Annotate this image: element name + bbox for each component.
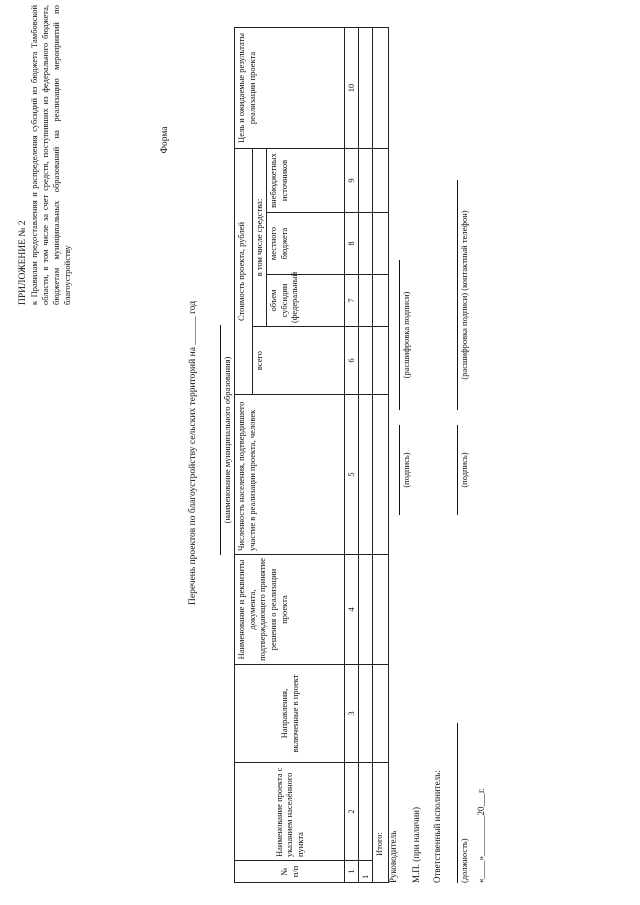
col-num-4: 4 [345,555,359,665]
header-including: в том числе средства: [253,148,267,326]
col-num-8: 8 [345,213,359,275]
col-num-2: 2 [345,763,359,861]
row-cell [359,213,373,275]
seal-label: М.П. (при наличии) [411,807,421,883]
date-line: «____»_________20___г. [476,788,486,883]
col-num-5: 5 [345,395,359,555]
executor-decryption-line [457,180,458,410]
row-cell [359,395,373,555]
col-num-6: 6 [345,327,359,395]
position-line [457,723,458,883]
col-num-1: 1 [345,861,359,883]
header-total: всего [253,327,345,395]
executor-signature-caption: (подпись) [459,452,469,488]
header-name: Наименование проекта с указанием населённого пункта [235,763,345,861]
row-cell [359,555,373,665]
head-signature-caption: (подпись) [401,452,411,488]
executor-decryption-caption: (расшифровка подписи) (контактный телефон) [459,210,469,380]
list-title: Перечень проектов по благоустройству сельских территорий на ______ год [188,300,198,605]
head-signature-line [399,425,400,515]
total-row [373,27,389,882]
total-label: Итого: [373,763,389,883]
municipality-caption: (наименование муниципального образования) [222,356,232,524]
executor-signature-line [457,425,458,515]
row-cell [373,665,389,763]
col-num-9: 9 [345,148,359,212]
col-num-7: 7 [345,275,359,327]
head-decryption-line [399,260,400,410]
header-cost: Стоимость проекта, рублей [235,148,253,394]
projects-table [234,27,389,883]
head-decryption-caption: (расшифровка подписи) [401,291,411,379]
col-num-10: 10 [345,27,359,148]
row-cell [373,555,389,665]
row-cell [373,275,389,327]
appendix-block [18,5,73,305]
row-cell [373,395,389,555]
row-cell [359,665,373,763]
row-num: 1 [359,861,373,883]
executor-label: Ответственный исполнитель: [432,770,442,883]
column-numbers-row [345,27,359,882]
row-cell [359,27,373,148]
table-row [359,27,373,882]
appendix-text: к Правилам предоставления и распределения субсидий из бюджета Тамбовской области, в том числе за счет средств, поступивших из федерального бюджета, бюджетам муниципальных образований на реализацию мероприятий по благоустройству [29,5,72,305]
row-cell [359,148,373,212]
header-num: № п/п [235,861,345,883]
header-document: Наименование и реквизиты документа, подтверждающего принятие решения о реализации проекта [235,555,345,665]
header-population: Численность населения, подтвердившего участие в реализации проекта, человек [235,395,345,555]
row-cell [359,763,373,861]
row-cell [373,327,389,395]
municipality-line [220,325,221,555]
header-goal: Цель и ожидаемые результаты реализации проекта [235,27,345,148]
head-label: Руководитель [388,830,398,883]
form-label: Форма [160,126,170,154]
row-cell [373,27,389,148]
header-local: местного бюджета [267,213,345,275]
position-caption: (должность) [459,838,469,883]
row-cell [359,275,373,327]
row-cell [373,213,389,275]
appendix-title: ПРИЛОЖЕНИЕ № 2 [18,220,28,305]
col-num-3: 3 [345,665,359,763]
header-directions: Направления, включенные в проект [235,665,345,763]
row-cell [373,148,389,212]
row-cell [359,327,373,395]
header-extra: внебюджетных источников [267,148,345,212]
header-subsidy: объем субсидии (федеральный [267,275,345,327]
